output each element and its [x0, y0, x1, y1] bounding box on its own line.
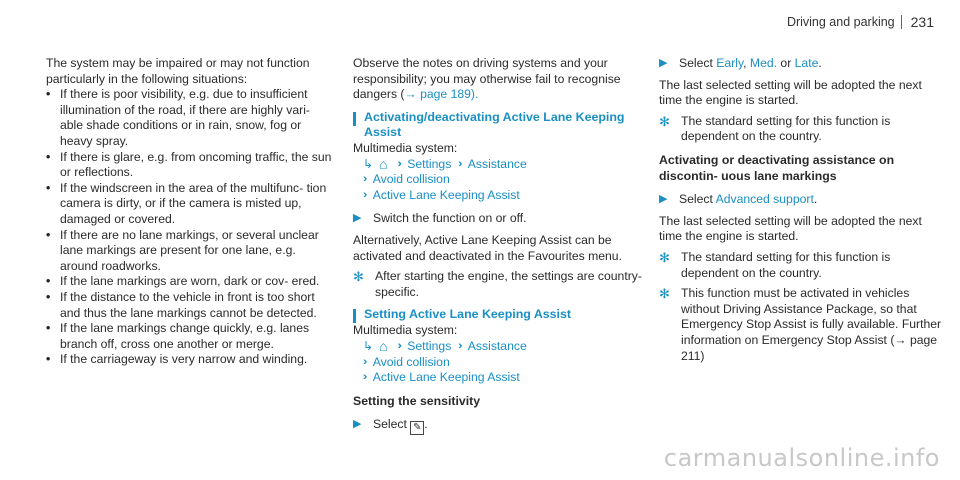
- double-chevron-icon: ››: [363, 355, 365, 368]
- menu-path-line-1: [353, 157, 643, 173]
- list-item: • If the lane markings change quickly, e.g. lanes branch off, cross one another or merge.: [46, 321, 310, 351]
- info-note-icon: ✻: [659, 286, 670, 302]
- pencil-icon[interactable]: ✎: [410, 421, 424, 435]
- double-chevron-icon: ››: [363, 188, 365, 201]
- path-avoid-collision[interactable]: Avoid collision: [372, 354, 450, 369]
- arrow-hook-icon: ↳: [363, 338, 374, 353]
- heading-bar-icon: [353, 112, 356, 126]
- discontinuous-heading: Activating or deactivating assistance on discontin- uous lane markings: [659, 152, 895, 183]
- step-select-pencil: ▶ Select ✎ .: [353, 417, 428, 434]
- double-chevron-icon: ››: [363, 173, 365, 186]
- column-left: [46, 56, 336, 368]
- alternatively-text: Alternatively, Active Lane Keeping Assist can be activated and deactivated in the Favourites menu.: [353, 232, 622, 263]
- page-number: 231: [910, 14, 934, 30]
- header-section-title: Driving and parking: [786, 15, 895, 29]
- info-note-icon: ✻: [353, 269, 364, 285]
- column-middle: [353, 56, 643, 435]
- list-item: • If the distance to the vehicle in front is too short and thus the lane markings cannot be detected.: [46, 289, 317, 320]
- list-item: • If there are no lane markings, or several unclear lane markings are present for one lane, e.g. around roadworks.: [46, 227, 319, 273]
- double-chevron-icon: ››: [458, 157, 460, 170]
- header-separator: [901, 15, 902, 29]
- path-assistance[interactable]: Assistance: [467, 156, 527, 171]
- last-selected-text: The last selected setting will be adopted the next time the engine is started.: [659, 77, 922, 108]
- double-chevron-icon: ››: [363, 371, 365, 384]
- multimedia-label: Multimedia system:: [353, 323, 458, 338]
- path-alka[interactable]: Active Lane Keeping Assist: [372, 370, 520, 385]
- list-item: • If the carriageway is very narrow and winding.: [46, 352, 308, 367]
- path-avoid-collision[interactable]: Avoid collision: [372, 172, 450, 187]
- menu-path-line-2: [353, 172, 643, 188]
- menu-path-line-1b: [353, 339, 643, 355]
- home-icon: ⌂: [379, 337, 388, 354]
- double-chevron-icon: ››: [397, 339, 399, 352]
- path-assistance[interactable]: Assistance: [467, 338, 527, 353]
- double-chevron-icon: ››: [458, 339, 460, 352]
- list-item: • If there is poor visibility, e.g. due to insufficient illumination of the road, if there are highly vari- able shade conditions or in rain, snow, fog or heavy spray.: [46, 87, 310, 148]
- option-med[interactable]: Med.: [749, 56, 778, 70]
- last-selected-text-2: The last selected setting will be adopted the next time the engine is started.: [659, 213, 922, 244]
- menu-path-line-3: [353, 188, 643, 204]
- list-item: • If the windscreen in the area of the multifunc- tion camera is dirty, or if the camera is misted up, damaged or covered.: [46, 180, 327, 226]
- info-note-icon: ✻: [659, 249, 670, 265]
- menu-path-line-3b: [353, 370, 643, 386]
- intro-text: The system may be impaired or may not function particularly in the following situations:: [46, 56, 310, 86]
- path-settings[interactable]: Settings: [407, 338, 452, 353]
- column-right: [659, 56, 944, 364]
- step-switch: ▶ Switch the function on or off.: [353, 211, 527, 226]
- triangle-step-icon: ▶: [659, 57, 668, 69]
- note-country-2: ✻ The standard setting for this function is dependent on the country.: [659, 249, 891, 280]
- info-note-icon: ✻: [659, 113, 670, 129]
- section-heading-setting: Setting Active Lane Keeping Assist: [353, 307, 643, 323]
- path-alka[interactable]: Active Lane Keeping Assist: [372, 187, 520, 202]
- step-select-level: ▶ Select Early, Med. or Late.: [659, 56, 822, 70]
- list-item: • If the lane markings are worn, dark or cov- ered.: [46, 274, 320, 289]
- multimedia-label: Multimedia system:: [353, 140, 458, 155]
- sensitivity-heading: Setting the sensitivity: [353, 393, 481, 408]
- watermark: carmanualsonline.info: [663, 444, 940, 472]
- heading-bar-icon: [353, 309, 356, 323]
- option-early[interactable]: Early: [716, 56, 744, 70]
- note-package: ✻ This function must be activated in vehicles without Driving Assistance Package, so that Emergency Stop Assist is fully available. Further information on Emergency Stop Assist (→ page 211): [659, 286, 942, 363]
- triangle-step-icon: ▶: [353, 212, 362, 225]
- page-header: [787, 14, 934, 30]
- list-item: • If there is glare, e.g. from oncoming traffic, the sun or reflections.: [46, 149, 332, 180]
- observe-text: Observe the notes on driving systems and your responsibility; you may otherwise fail to recognise dangers (→ page 189).: [353, 56, 621, 102]
- double-chevron-icon: ››: [397, 157, 399, 170]
- page-ref-link[interactable]: → page 189).: [404, 87, 479, 102]
- section-heading-activate: Activating/deactivating Active Lane Keeping Assist: [353, 110, 643, 141]
- triangle-step-icon: ▶: [659, 193, 668, 206]
- triangle-step-icon: ▶: [353, 418, 362, 431]
- step-select-advanced: ▶ Select Advanced support.: [659, 192, 818, 207]
- home-icon: ⌂: [379, 155, 388, 172]
- menu-path-line-2b: [353, 355, 643, 371]
- option-late[interactable]: Late: [794, 56, 819, 70]
- note-country-specific: ✻ After starting the engine, the settings are country-specific.: [353, 269, 642, 299]
- note-country: ✻ The standard setting for this function is dependent on the country.: [659, 113, 891, 144]
- option-advanced-support[interactable]: Advanced support: [715, 192, 814, 207]
- path-settings[interactable]: Settings: [407, 156, 452, 171]
- arrow-hook-icon: ↳: [363, 156, 374, 171]
